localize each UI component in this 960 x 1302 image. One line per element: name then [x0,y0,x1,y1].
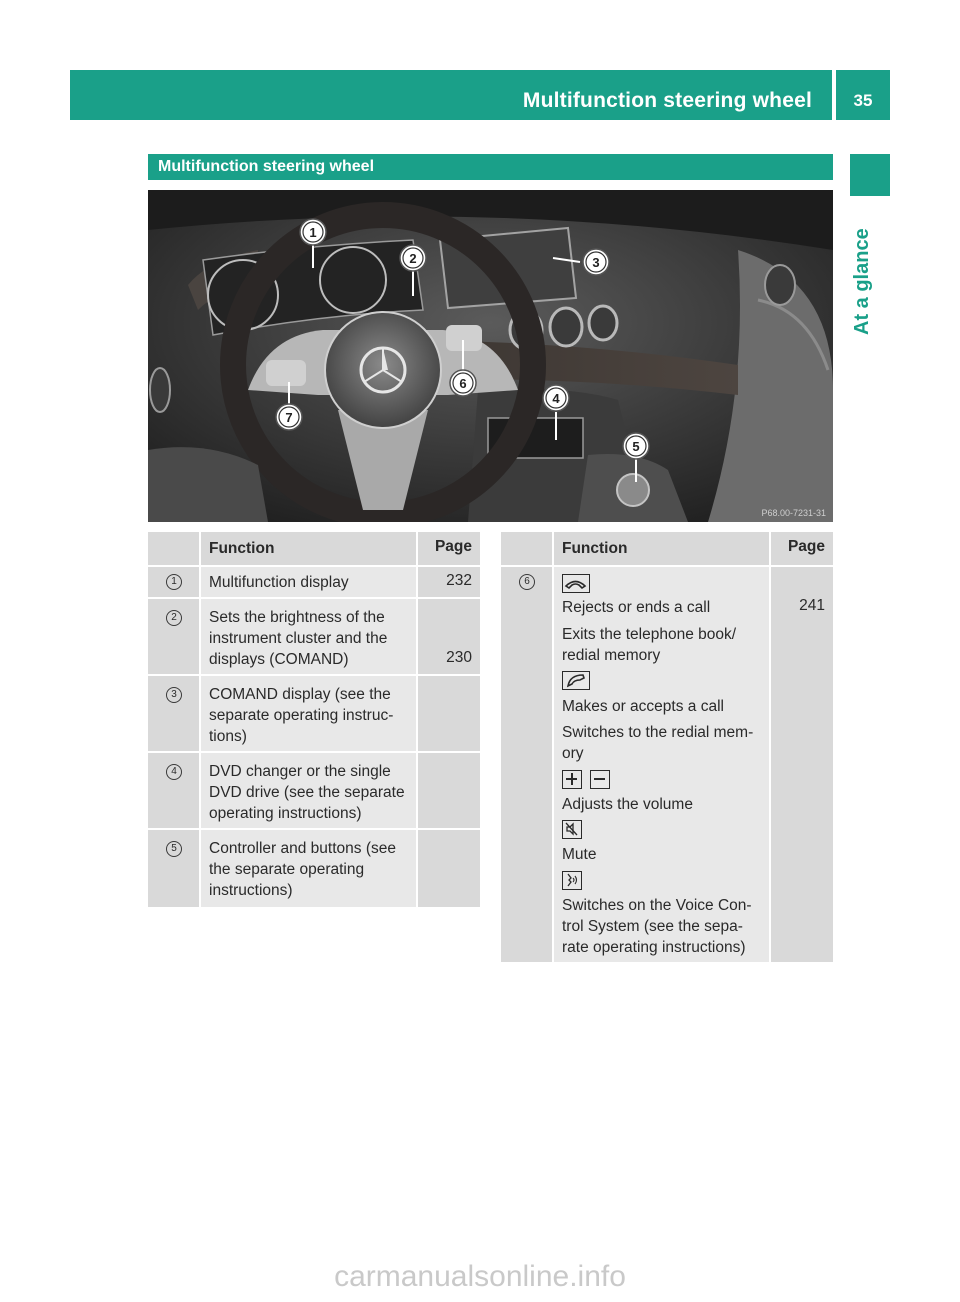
section-header [148,154,833,180]
row-number: 6 [519,574,535,590]
header-function-label: Function [562,540,628,557]
row-number: 3 [166,687,182,703]
svg-text:3: 3 [592,255,600,270]
right-function-table [501,532,833,962]
table-row [148,676,480,751]
row-num-cell [148,567,199,597]
svg-text:1: 1 [309,225,317,240]
row-page-cell [418,567,480,597]
function-text: trol System (see the sepa- [562,918,743,935]
mute-icon [562,820,582,840]
phone-accept-icon [562,671,590,691]
function-text: ory [562,745,584,762]
header-page-label: Page [434,538,472,555]
page-ref: 241 [799,597,825,614]
row-function-cell [201,830,416,907]
callout-6 [450,370,476,396]
function-text: Makes or accepts a call [562,698,724,715]
function-text: instrument cluster and the [209,630,388,647]
phone-hangup-icon [562,574,590,594]
header-function-cell [554,532,769,565]
function-text: DVD changer or the single [209,763,391,780]
svg-text:2: 2 [409,251,417,266]
row-page-cell [418,676,480,751]
function-text: COMAND display (see the [209,686,391,703]
function-text: Multifunction display [209,574,349,591]
row-num-cell [148,753,199,828]
row-function-cell [201,567,416,597]
footer-watermark[interactable]: carmanualsonline.info [334,1260,626,1293]
header-page-cell [771,532,833,565]
function-text: Mute [562,846,597,863]
function-text: displays (COMAND) [209,651,349,668]
function-text: Exits the telephone book/ [562,626,737,643]
svg-text:5: 5 [632,439,640,454]
callout-2 [400,245,426,271]
callout-3 [583,249,609,275]
table-row [148,567,480,597]
row-page-cell [771,567,833,962]
function-text: Rejects or ends a call [562,599,711,616]
table-row [148,830,480,907]
header-title: Multifunction steering wheel [522,89,812,112]
volume-plus-minus-icon [562,770,610,790]
function-text: tions) [209,728,247,745]
row-page-cell [418,830,480,907]
page-ref: 232 [446,572,472,589]
left-table-header [148,532,480,565]
row-num-cell [501,567,552,962]
row-num-cell [148,599,199,674]
function-text: Controller and buttons (see [209,840,396,857]
svg-text:4: 4 [552,391,560,406]
volume-minus-icon [590,770,610,789]
section-title: Multifunction steering wheel [158,158,375,175]
header-num-cell [148,532,199,565]
table-row [148,599,480,674]
row-number: 1 [166,574,182,590]
function-text: operating instructions) [209,805,362,822]
side-tab-label: At a glance [851,228,873,335]
row-number: 2 [166,610,182,626]
row-page-cell [418,753,480,828]
function-text: rate operating instructions) [562,939,746,956]
row-function-cell [201,753,416,828]
table-row [501,567,833,962]
row-function-cell [201,676,416,751]
row-number: 4 [166,764,182,780]
header-page-label: Page [787,538,825,555]
function-text: the separate operating [209,861,365,878]
function-text: Switches to the redial mem- [562,724,754,741]
table-row [148,753,480,828]
function-text: redial memory [562,647,661,664]
page-ref: 230 [446,649,472,666]
function-text: Sets the brightness of the [209,609,385,626]
header-num-cell [501,532,552,565]
row-function-cell [554,567,769,962]
voice-control-icon [562,871,582,891]
page-number: 35 [853,91,873,110]
callout-1 [300,219,326,245]
page-header [70,70,890,120]
function-text: separate operating instruc- [209,707,394,724]
left-function-table [148,532,480,907]
callout-7 [276,404,302,430]
cockpit-photo [148,190,833,522]
row-num-cell [148,676,199,751]
header-function-label: Function [209,540,275,557]
function-text: DVD drive (see the separate [209,784,405,801]
photo-code: P68.00-7231-31 [761,508,826,518]
row-num-cell [148,830,199,907]
side-tab [851,228,891,345]
function-text: Adjusts the volume [562,796,693,813]
svg-text:6: 6 [459,376,467,391]
header-page-cell [418,532,480,565]
callout-4 [543,385,569,411]
volume-plus-icon [562,770,582,789]
callout-5 [623,433,649,459]
function-text: instructions) [209,882,293,899]
row-function-cell [201,599,416,674]
row-page-cell [418,599,480,674]
header-function-cell [201,532,416,565]
side-tab-marker [850,154,890,196]
right-table-header [501,532,833,565]
svg-text:7: 7 [285,410,293,425]
function-text: Switches on the Voice Con- [562,897,752,914]
row-number: 5 [166,841,182,857]
